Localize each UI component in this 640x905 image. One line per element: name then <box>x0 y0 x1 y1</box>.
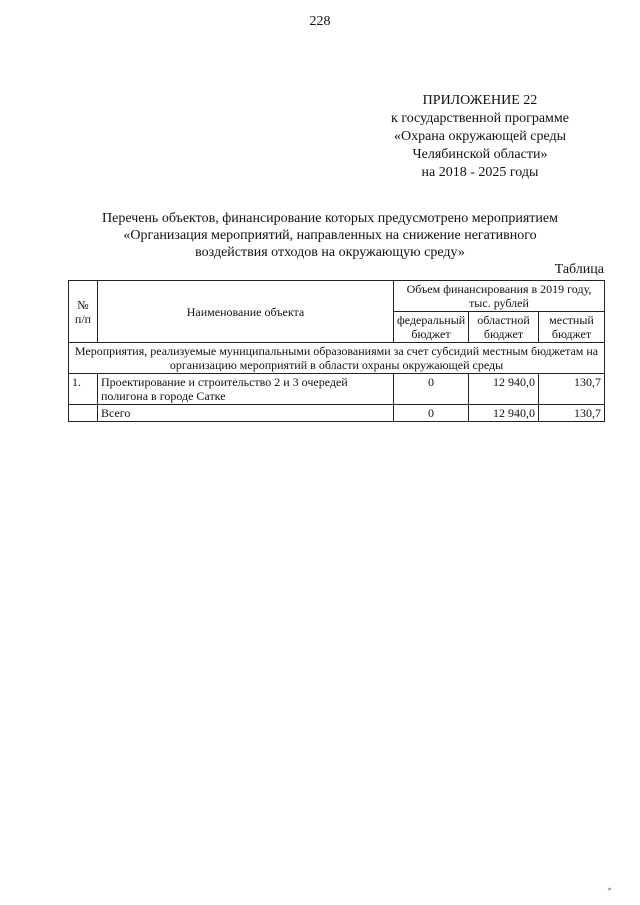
header-row <box>69 281 605 312</box>
appendix-line: на 2018 - 2025 годы <box>421 165 539 180</box>
row-name: Проектирование и строительство 2 и 3 очередей полигона в городе Сатке <box>98 374 394 405</box>
total-federal: 0 <box>394 405 469 422</box>
row-federal: 0 <box>394 374 469 405</box>
total-regional: 12 940,0 <box>469 405 539 422</box>
table-row <box>69 374 605 405</box>
appendix-header <box>360 92 600 182</box>
appendix-line: ПРИЛОЖЕНИЕ 22 <box>422 93 538 108</box>
total-num <box>69 405 98 422</box>
title-line: Перечень объектов, финансирование которых предусмотрено мероприятием <box>102 211 558 226</box>
appendix-line: к государственной программе <box>391 111 569 126</box>
funding-table <box>68 280 605 422</box>
total-row <box>69 405 605 422</box>
total-label: Всего <box>98 405 394 422</box>
appendix-line: «Охрана окружающей среды <box>393 129 567 144</box>
title-line: воздействия отходов на окружающую среду» <box>195 245 465 260</box>
header-federal: федеральный бюджет <box>394 312 469 343</box>
document-title <box>60 210 600 261</box>
header-name: Наименование объекта <box>98 281 394 343</box>
row-num: 1. <box>69 374 98 405</box>
section-row <box>69 343 605 374</box>
header-local: местный бюджет <box>539 312 605 343</box>
scan-mark <box>608 887 612 890</box>
title-line: «Организация мероприятий, направленных на снижение негативного <box>123 228 537 243</box>
page-number: 228 <box>309 14 331 29</box>
total-local: 130,7 <box>539 405 605 422</box>
row-local: 130,7 <box>539 374 605 405</box>
table-label: Таблица <box>554 262 604 277</box>
section-title: Мероприятия, реализуемые муниципальными образованиями за счет субсидий местным бюджетам на организацию мероприятий в области охраны окружающей среды <box>69 343 605 374</box>
header-num: № п/п <box>69 281 98 343</box>
header-funding-group: Объем финансирования в 2019 году, тыс. рублей <box>394 281 605 312</box>
header-regional: областной бюджет <box>469 312 539 343</box>
row-regional: 12 940,0 <box>469 374 539 405</box>
appendix-line: Челябинской области» <box>412 147 548 162</box>
